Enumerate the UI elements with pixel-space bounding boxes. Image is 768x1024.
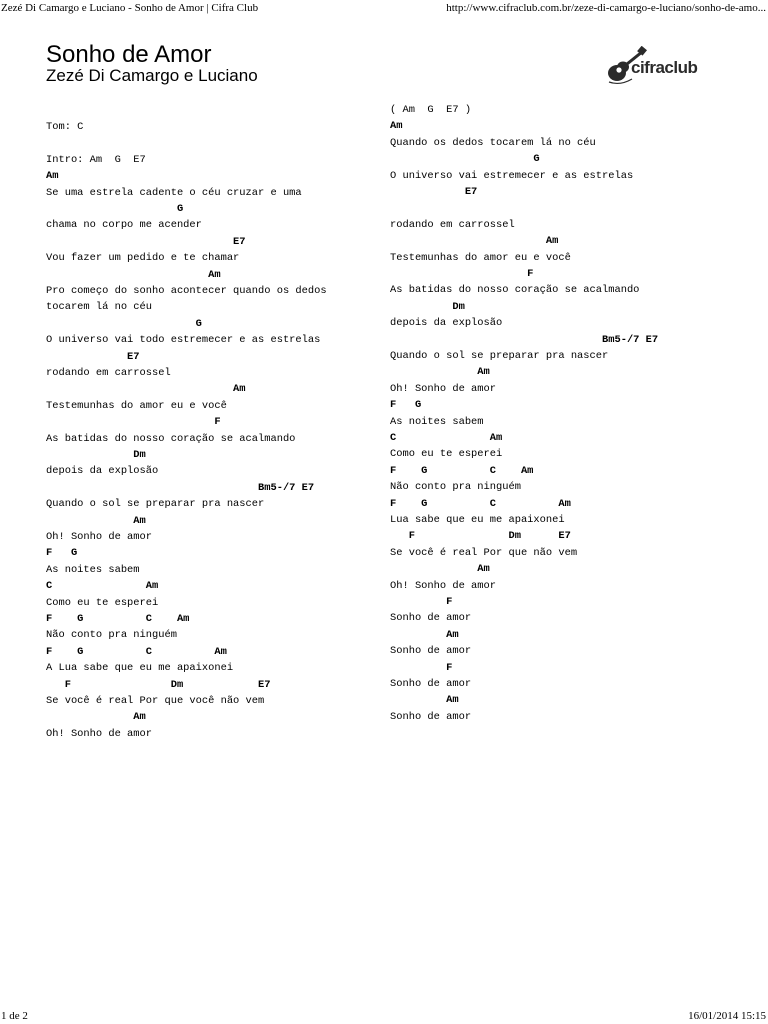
- lyric-line: Vou fazer um pedido e te chamar: [46, 252, 240, 265]
- lyric-line: Se uma estrela cadente o céu cruzar e uma: [46, 186, 302, 199]
- lyric-line: Se você é real Por que você não vem: [46, 695, 265, 707]
- chord-line: F G C Am: [390, 497, 571, 510]
- song-artist[interactable]: Zezé Di Camargo e Luciano: [46, 66, 258, 85]
- chord-line: F G: [46, 547, 78, 560]
- lyric-line: Lua sabe que eu me apaixonei: [390, 514, 565, 526]
- logo-wordmark: cifraclub: [631, 58, 698, 77]
- lyric-line: Sonho de amor: [390, 710, 472, 723]
- lyric-line: rodando em carrossel: [390, 218, 515, 231]
- chord-line: F: [390, 596, 453, 608]
- page-tab-title: Zezé Di Camargo e Luciano - Sonho de Amor | Cifra Club: [1, 2, 259, 14]
- chord-line: F G C Am: [390, 464, 534, 477]
- chord-line: F G C Am: [46, 645, 227, 658]
- chord-line: Am: [46, 514, 146, 527]
- chord-line: G: [390, 153, 540, 166]
- chord-line: F: [390, 268, 534, 280]
- chord-line: F: [390, 661, 453, 674]
- print-datetime: 16/01/2014 15:15: [688, 1010, 766, 1022]
- chord-line: Am: [390, 366, 490, 379]
- lyric-line: Sonho de amor: [390, 612, 472, 625]
- chord-line: E7: [46, 350, 140, 363]
- browser-footer: [0, 1008, 768, 1024]
- lyric-line: ( Am G E7 ): [390, 104, 472, 116]
- chord-line: Am: [46, 268, 221, 281]
- lyric-line: Não conto pra ninguém: [390, 481, 521, 494]
- chord-line: Bm5-/7 E7: [390, 333, 659, 346]
- lyric-line: Oh! Sonho de amor: [46, 727, 153, 740]
- chord-line: F Dm E7: [390, 530, 571, 543]
- chord-line: F: [46, 416, 221, 429]
- lyric-line: Como eu te esperei: [390, 448, 503, 461]
- lyric-line: O universo vai estremecer e as estrelas: [390, 169, 634, 182]
- lyric-line: Oh! Sonho de amor: [46, 531, 153, 543]
- song-title: Sonho de Amor: [46, 41, 212, 68]
- chord-line: Am: [390, 235, 559, 248]
- chord-line: Dm: [390, 300, 465, 313]
- chord-line: E7: [390, 186, 478, 198]
- lyric-line: Quando os dedos tocarem lá no céu: [390, 136, 596, 149]
- chord-line: F G C Am: [46, 613, 190, 625]
- lyric-line: Oh! Sonho de amor: [390, 382, 497, 395]
- lyric-line: Testemunhas do amor eu e você: [46, 399, 227, 412]
- chord-line: G: [46, 203, 184, 215]
- lyric-line: As batidas do nosso coração se acalmando: [46, 432, 296, 445]
- lyric-line: As noites sabem: [46, 563, 140, 576]
- chord-line: Am: [390, 628, 459, 641]
- lyric-line: Oh! Sonho de amor: [390, 579, 497, 592]
- lyric-line: Testemunhas do amor eu e você: [390, 251, 571, 264]
- lyric-line: chama no corpo me acender: [46, 219, 202, 232]
- lyric-line: As batidas do nosso coração se acalmando: [390, 284, 640, 297]
- lyric-line: rodando em carrossel: [46, 367, 171, 379]
- chord-line: F Dm E7: [46, 678, 271, 691]
- chord-line: Am: [390, 694, 459, 707]
- page-number: 1 de 2: [1, 1010, 28, 1022]
- lyric-line: Se você é real Por que não vem: [390, 546, 578, 559]
- chord-line: F G: [390, 399, 422, 412]
- page-url[interactable]: http://www.cifraclub.com.br/zeze-di-camargo-e-luciano/sonho-de-amo...: [446, 2, 766, 14]
- lyric-line: Quando o sol se preparar pra nascer: [46, 498, 265, 511]
- lyric-line: tocarem lá no céu: [46, 301, 153, 314]
- chord-line: Bm5-/7 E7: [46, 481, 315, 494]
- chord-line: Am: [390, 120, 403, 133]
- cifraclub-logo[interactable]: [606, 44, 712, 88]
- browser-header: [0, 0, 768, 16]
- chord-line: Dm: [46, 449, 146, 461]
- lyric-line: Pro começo do sonho acontecer quando os dedos: [46, 285, 327, 297]
- lyric-line: Não conto pra ninguém: [46, 629, 177, 642]
- lyric-line: depois da explosão: [390, 317, 503, 330]
- lyric-line: O universo vai todo estremecer e as estrelas: [46, 334, 321, 347]
- lyric-line: A Lua sabe que eu me apaixonei: [46, 662, 234, 675]
- lyric-line: Quando o sol se preparar pra nascer: [390, 350, 609, 362]
- chord-line: Am: [46, 711, 146, 724]
- chord-line: C Am: [46, 580, 159, 593]
- chord-line: E7: [46, 235, 246, 248]
- chord-line: Am: [390, 563, 490, 576]
- lyric-line: Como eu te esperei: [46, 596, 159, 609]
- lyric-line: As noites sabem: [390, 415, 484, 428]
- chord-line: Am: [46, 170, 59, 183]
- chord-line: Am: [46, 383, 246, 396]
- chord-line: C Am: [390, 432, 503, 444]
- lyric-line: depois da explosão: [46, 465, 159, 478]
- lyric-line: Intro: Am G E7: [46, 153, 146, 166]
- lyric-line: Sonho de amor: [390, 678, 472, 690]
- lyric-line: Sonho de amor: [390, 645, 472, 658]
- lyric-line: Tom: C: [46, 121, 84, 133]
- chord-line: G: [46, 317, 202, 330]
